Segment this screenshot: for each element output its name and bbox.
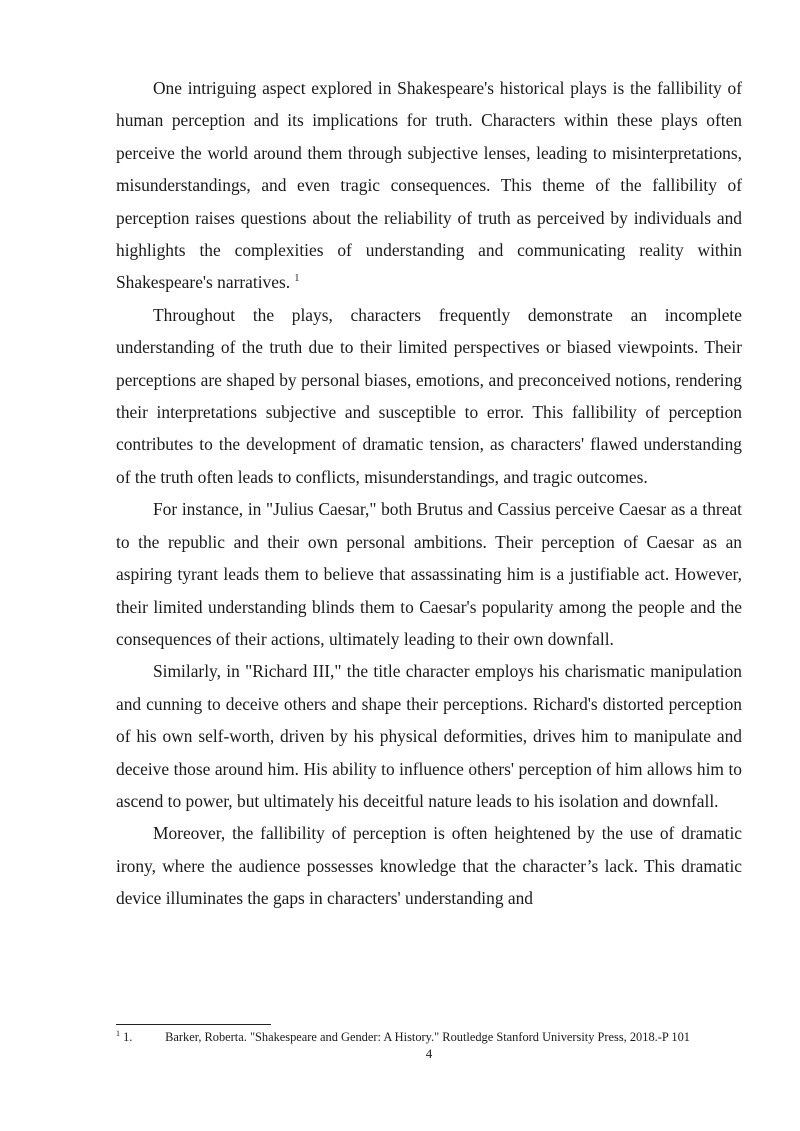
paragraph-text: One intriguing aspect explored in Shakespeare's historical plays is the fallibility of human perception and its implications for truth. Characters within these plays often perceive the world around them through subjective lenses, leading to misinterpretations, misunderstandings, and even tragic consequences. This theme of the fallibility of perception raises questions about the reliability of truth as perceived by individuals and highlights the complexities of understanding and communicating reality within Shakespeare's narratives.	[116, 78, 742, 293]
footnote	[116, 1030, 756, 1045]
paragraph-dramatic-irony: Moreover, the fallibility of perception is often heightened by the use of dramatic irony, where the audience possesses knowledge that the character’s lack. This dramatic device illuminates the gaps in characters' understanding and	[116, 823, 742, 909]
footnote-citation: Barker, Roberta. "Shakespeare and Gender: A History." Routledge Stanford University Press, 2018.-P 101	[165, 1030, 690, 1044]
paragraph-limited-perspectives: Throughout the plays, characters frequently demonstrate an incomplete understanding of the truth due to their limited perspectives or biased viewpoints. Their perceptions are shaped by personal biases, emotions, and preconceived notions, rendering their interpretations subjective and susceptible to error. This fallibility of perception contributes to the development of dramatic tension, as characters' flawed understanding of the truth often leads to conflicts, misunderstandings, and tragic outcomes.	[116, 304, 742, 487]
document-body	[116, 72, 742, 915]
page-number: 4	[425, 1046, 433, 1061]
paragraph-perception-intro	[116, 72, 742, 299]
paragraph-julius-caesar: For instance, in "Julius Caesar," both Brutus and Cassius perceive Caesar as a threat to the republic and their own personal ambitions. Their perception of Caesar as an aspiring tyrant leads them to believe that assassinating him is a justifiable act. However, their limited understanding blinds them to Caesar's popularity among the people and the consequences of their actions, ultimately leading to their own downfall.	[116, 499, 742, 649]
footnote-marker: 1	[116, 1028, 120, 1038]
footnote-separator	[116, 1024, 271, 1025]
footnote-reference[interactable]: 1	[294, 273, 300, 285]
paragraph-richard-iii: Similarly, in "Richard III," the title character employs his charismatic manipulation and cunning to deceive others and shape their perceptions. Richard's distorted perception of his own self-worth, driven by his physical deformities, drives him to manipulate and deceive those around him. His ability to influence others' perception of him allows him to ascend to power, but ultimately his deceitful nature leads to his isolation and downfall.	[116, 661, 742, 811]
footnote-number: 1.	[123, 1030, 133, 1044]
